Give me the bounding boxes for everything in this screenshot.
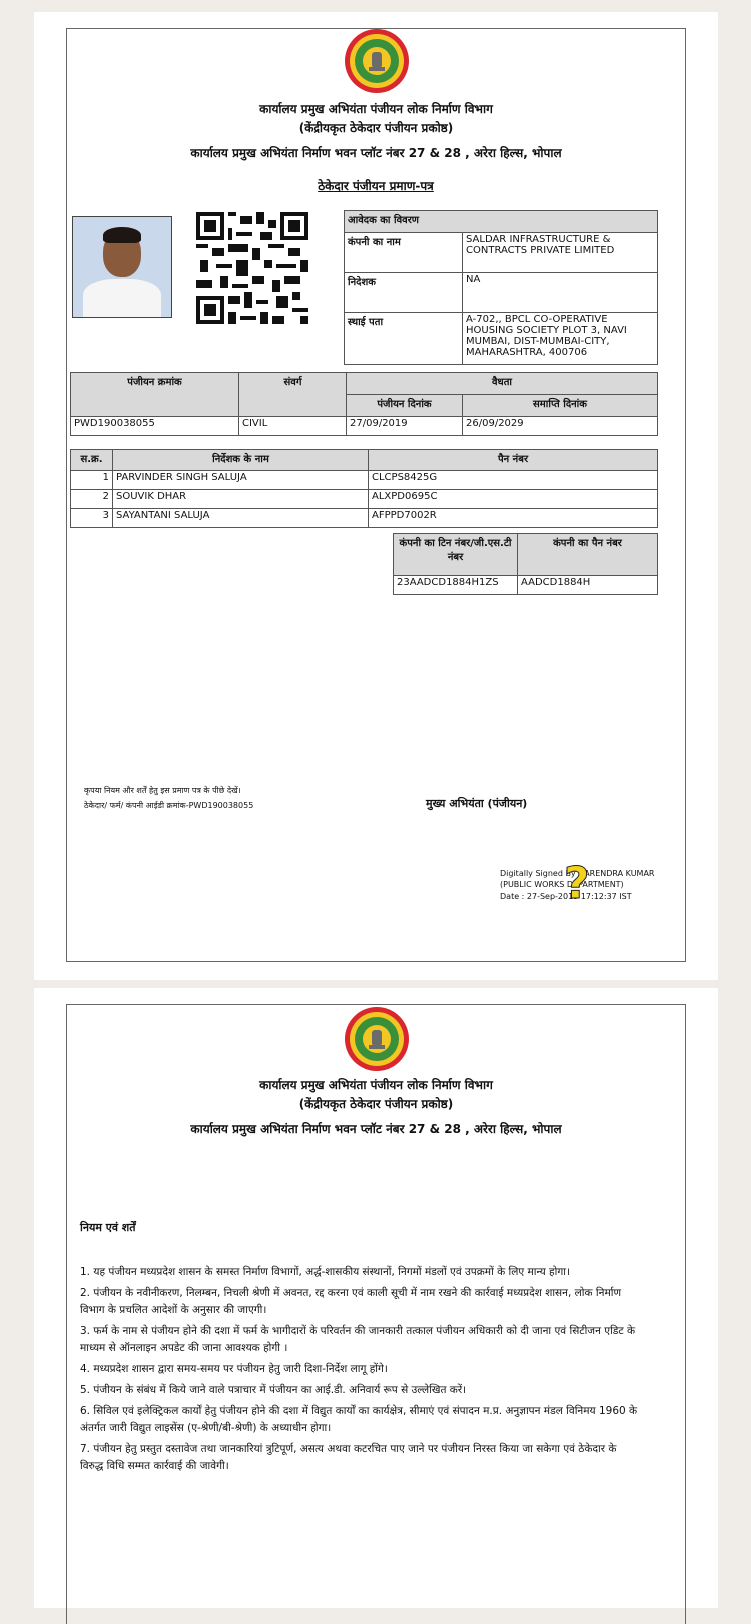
tin-header: कंपनी का टिन नंबर/जी.एस.टी नंबर <box>394 534 518 576</box>
applicant-details-table <box>344 210 658 365</box>
company-pan-header: कंपनी का पैन नंबर <box>518 534 658 576</box>
tin-value: 23AADCD1884H1ZS <box>394 576 518 595</box>
page2-header-line-1: कार्यालय प्रमुख अभियंता पंजीयन लोक निर्माण विभाग <box>259 1078 493 1092</box>
digital-signature-line-1: Digitally Signed By NARENDRA KUMAR <box>500 869 655 878</box>
terms-note: कृपया नियम और शर्तें हेतु इस प्रमाण पत्र के पीछे देखें। <box>84 786 241 795</box>
term-item: 4. मध्यप्रदेश शासन द्वारा समय-समय पर पंजीयन हेतु जारी दिशा-निर्देश लागू होंगे। <box>80 1363 388 1375</box>
pan-header: पैन नंबर <box>369 450 658 471</box>
term-item: 2. पंजीयन के नवीनीकरण, निलम्बन, निचली श्रेणी में अवनत, रद्द करना एवं काली सूची में नाम रखने की कार्रवाई मध्यप्रदेश शासन, लोक निर्माण विभाग के प्रचलित आदेशों के अनुसार की जाएगी। <box>80 1287 622 1316</box>
category-value: CIVIL <box>239 417 347 436</box>
header-line-2: (केंद्रीयकृत ठेकेदार पंजीयन प्रकोष्ठ) <box>298 121 454 135</box>
expiry-date-header: समाप्ति दिनांक <box>463 395 658 417</box>
signature-question-mark: ? <box>564 858 590 909</box>
address-label: स्थाई पता <box>345 313 463 365</box>
registration-table <box>70 372 658 436</box>
expiry-date-value: 26/09/2029 <box>463 417 658 436</box>
category-header: संवर्ग <box>239 373 347 417</box>
reg-number-header: पंजीयन क्रमांक <box>71 373 239 417</box>
terms-list <box>80 1264 640 1479</box>
tin-pan-table <box>393 533 658 595</box>
validity-header: वैधता <box>347 373 658 395</box>
terms-title: नियम एवं शर्तें <box>80 1221 136 1234</box>
term-item: 5. पंजीयन के संबंध में किये जाने वाले पत्राचार में पंजीयन का आई.डी. अनिवार्य रूप से उल्लेखित करें। <box>80 1384 467 1396</box>
digital-signature-line-2: (PUBLIC WORKS DEPARTMENT) <box>500 880 624 889</box>
applicant-photo <box>72 216 172 318</box>
director-pan: ALXPD0695C <box>369 490 658 509</box>
applicant-section-title: आवेदक का विवरण <box>345 211 658 233</box>
term-item: 7. पंजीयन हेतु प्रस्तुत दस्तावेज तथा जानकारियां त्रुटिपूर्ण, असत्य अथवा कटरचित पाए जाने पर पंजीयन निरस्त किया जा सकेगा एवं ठेकेदार के विरुद्ध विधि सम्मत कार्रवाई की जावेगी। <box>80 1443 617 1472</box>
certificate-page-1 <box>34 12 718 980</box>
contractor-id-note: ठेकेदार/ फर्म/ कंपनी आईडी क्रमांक-PWD190038055 <box>84 801 254 810</box>
reg-date-value: 27/09/2019 <box>347 417 463 436</box>
digital-signature-date: Date : 27-Sep-2019 17:12:37 IST <box>500 892 632 901</box>
table-row <box>71 471 658 490</box>
mp-emblem-logo <box>344 1006 410 1072</box>
director-value: NA <box>463 273 658 313</box>
director-sno: 2 <box>71 490 113 509</box>
director-label: निदेशक <box>345 273 463 313</box>
page2-header-line-2: (केंद्रीयकृत ठेकेदार पंजीयन प्रकोष्ठ) <box>298 1097 454 1111</box>
director-name: PARVINDER SINGH SALUJA <box>113 471 369 490</box>
company-pan-value: AADCD1884H <box>518 576 658 595</box>
reg-date-header: पंजीयन दिनांक <box>347 395 463 417</box>
director-pan: AFPPD7002R <box>369 509 658 528</box>
director-pan: CLCPS8425G <box>369 471 658 490</box>
director-sno: 1 <box>71 471 113 490</box>
sno-header: स.क्र. <box>71 450 113 471</box>
term-item: 3. फर्म के नाम से पंजीयन होने की दशा में फर्म के भागीदारों के परिवर्तन की जानकारी तत्काल पंजीयन अधिकारी को दी जाना एवं सिटीजन एडिट के माध्यम से ऑनलाइन अपडेट की जाना आवश्यक होगी । <box>80 1325 636 1354</box>
signatory-title: मुख्य अभियंता (पंजीयन) <box>426 797 528 810</box>
term-item: 1. यह पंजीयन मध्यप्रदेश शासन के समस्त निर्माण विभागों, अर्द्ध-शासकीय संस्थानों, निगमों मंडलों एवं उपक्रमों के लिए मान्य होगा। <box>80 1266 570 1278</box>
table-row <box>71 509 658 528</box>
certificate-title: ठेकेदार पंजीयन प्रमाण-पत्र <box>318 179 434 193</box>
term-item: 6. सिविल एवं इलेक्ट्रिकल कार्यों हेतु पंजीयन होने की दशा में विद्युत कार्यों का कार्यक्षेत्र, सीमाएं एवं संपादन म.प्र. अनुज्ञापन मंडल विनिमय 1960 के अंतर्गत जारी विद्युत लाइसेंस (ए-श्रेणी/बी-श्रेणी) के अध्याधीन होगा। <box>80 1405 638 1434</box>
table-row <box>71 490 658 509</box>
director-name-header: निर्देशक के नाम <box>113 450 369 471</box>
reg-number-value: PWD190038055 <box>71 417 239 436</box>
company-name-label: कंपनी का नाम <box>345 233 463 273</box>
directors-table <box>70 449 658 528</box>
company-name-value: SALDAR INFRASTRUCTURE & CONTRACTS PRIVATE LIMITED <box>463 233 658 273</box>
header-line-1: कार्यालय प्रमुख अभियंता पंजीयन लोक निर्माण विभाग <box>259 102 493 116</box>
qr-code <box>196 212 308 324</box>
page2-header-line-3: कार्यालय प्रमुख अभियंता निर्माण भवन प्लॉट नंबर 27 & 28 , अरेरा हिल्स, भोपाल <box>190 1122 562 1136</box>
director-name: SAYANTANI SALUJA <box>113 509 369 528</box>
address-value: A-702,, BPCL CO-OPERATIVE HOUSING SOCIETY PLOT 3, NAVI MUMBAI, DIST-MUMBAI-CITY, MAHARASHTRA, 400706 <box>463 313 658 365</box>
director-name: SOUVIK DHAR <box>113 490 369 509</box>
mp-emblem-logo <box>344 28 410 94</box>
certificate-page-2 <box>34 988 718 1608</box>
header-line-3: कार्यालय प्रमुख अभियंता निर्माण भवन प्लॉट नंबर 27 & 28 , अरेरा हिल्स, भोपाल <box>190 146 562 160</box>
director-sno: 3 <box>71 509 113 528</box>
